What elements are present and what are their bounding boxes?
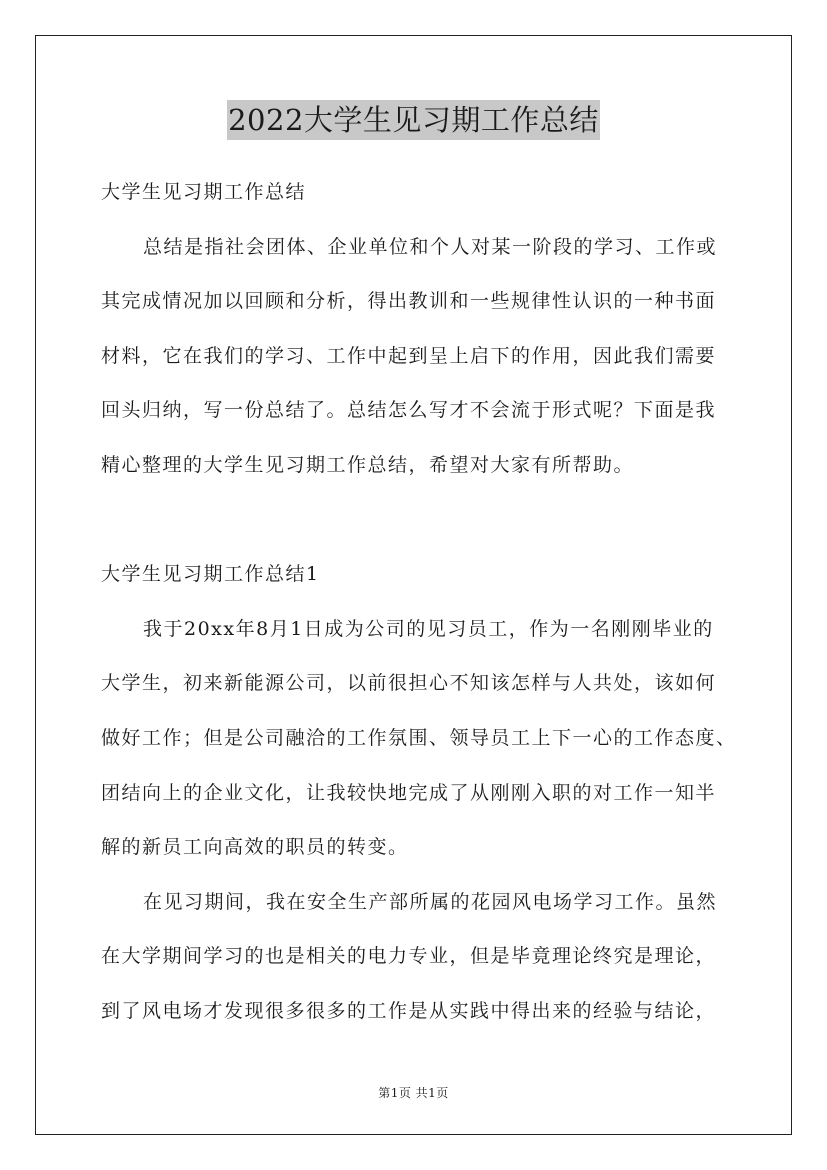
intro-line: 精心整理的大学生见习期工作总结，希望对大家有所帮助。 (101, 453, 635, 476)
page-footer: 第1页 共1页 (378, 1086, 449, 1100)
intro-line: 材料，它在我们的学习、工作中起到呈上启下的作用，因此我们需要 (101, 344, 717, 367)
document-body (101, 172, 741, 1046)
paragraph-line: 做好工作；但是公司融洽的工作氛围、领导员工上下一心的工作态度、 (101, 726, 737, 749)
paragraph-line: 解的新员工向高效的职员的转变。 (101, 836, 409, 859)
section-heading: 大学生见习期工作总结1 (101, 563, 320, 586)
paragraph-line: 在大学期间学习的也是相关的电力专业，但是毕竟理论终究是理论， (101, 945, 717, 968)
intro-line: 其完成情况加以回顾和分析，得出教训和一些规律性认识的一种书面 (101, 290, 717, 313)
title-container (0, 100, 827, 140)
paragraph-line: 到了风电场才发现很多很多的工作是从实践中得出来的经验与结论， (101, 999, 717, 1022)
paragraph-line: 团结向上的企业文化，让我较快地完成了从刚刚入职的对工作一知半 (101, 781, 717, 804)
intro-line: 回头归纳，写一份总结了。总结怎么写才不会流于形式呢？下面是我 (101, 399, 717, 422)
paragraph-line: 我于20xx年8月1日成为公司的见习员工，作为一名刚刚毕业的 (143, 617, 714, 640)
paragraph-line: 在见习期间，我在安全生产部所属的花园风电场学习工作。虽然 (143, 890, 718, 913)
paragraph-gap (101, 500, 741, 555)
document-title: 2022大学生见习期工作总结 (227, 100, 600, 140)
paragraph-line: 大学生，初来新能源公司，以前很担心不知该怎样与人共处，该如何 (101, 672, 717, 695)
subtitle: 大学生见习期工作总结 (101, 181, 307, 203)
intro-line: 总结是指社会团体、企业单位和个人对某一阶段的学习、工作或 (143, 235, 718, 258)
